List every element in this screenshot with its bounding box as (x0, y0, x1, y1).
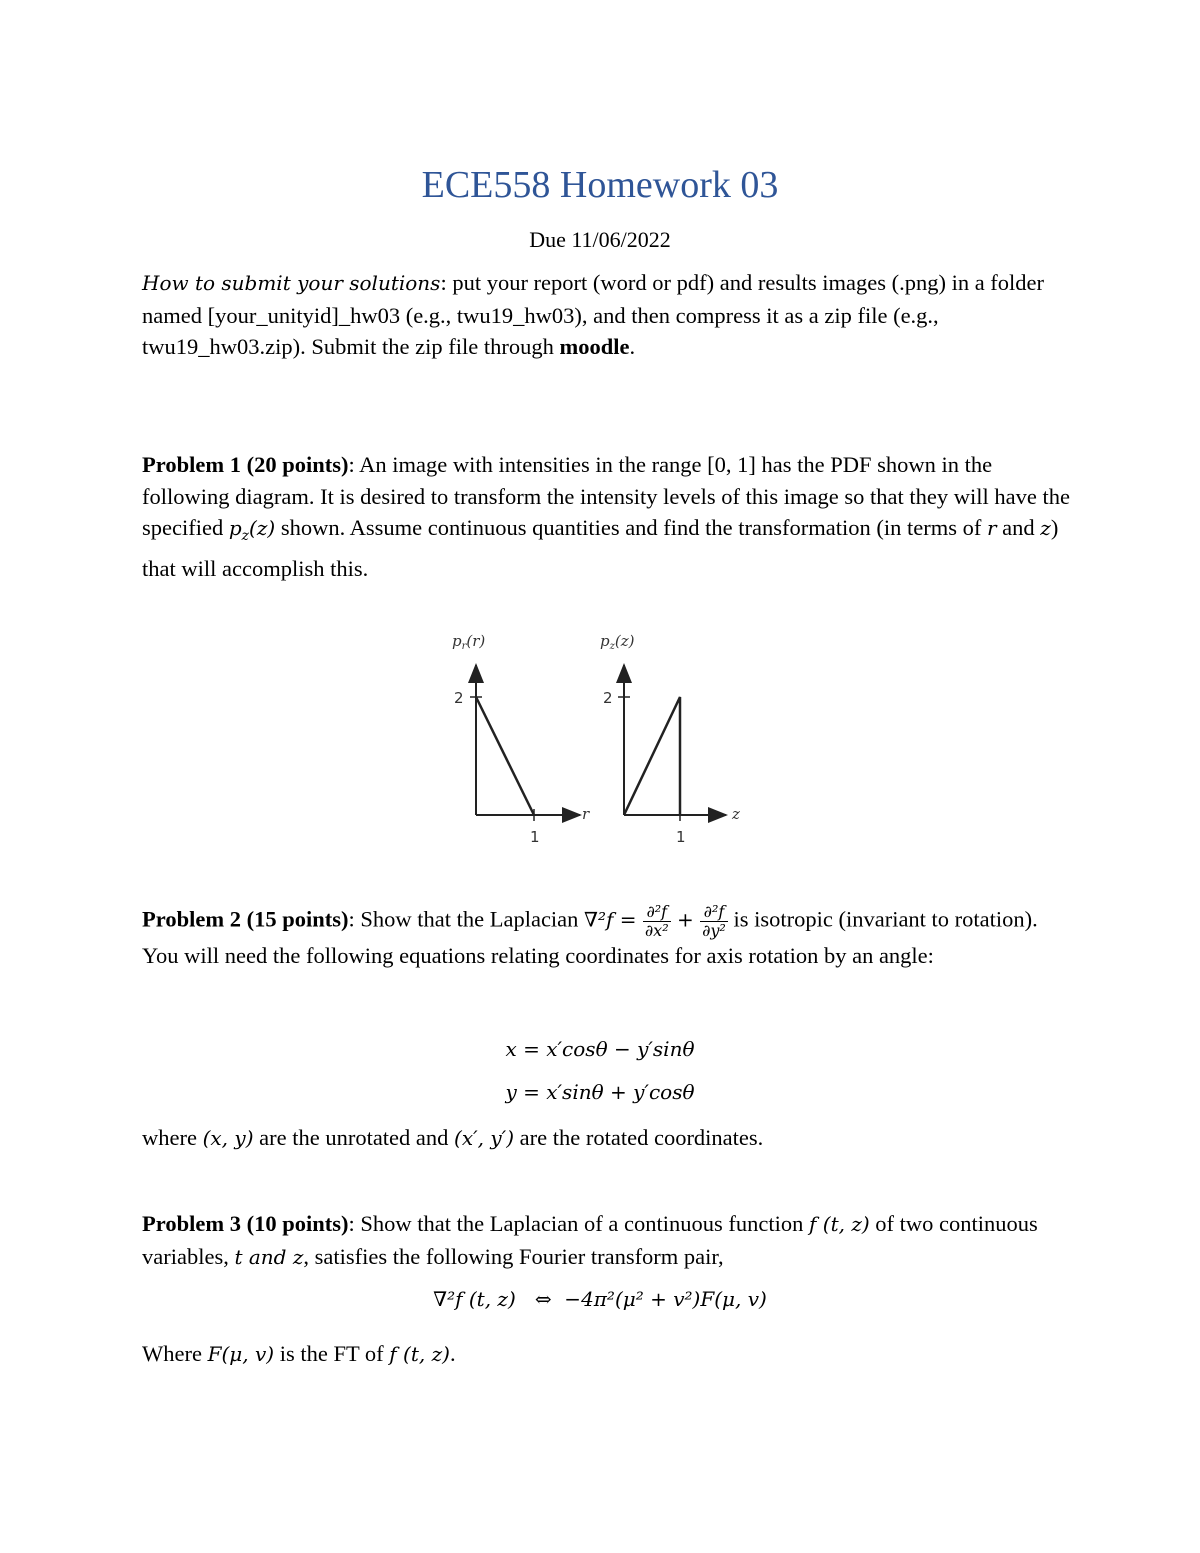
problem-1-points: (20 points) (246, 452, 349, 477)
problem-3-where (142, 1338, 1072, 1371)
laplacian-expr: ∇²f = (584, 907, 643, 932)
pz-p: p (228, 516, 242, 540)
pr-xtick-label: 1 (530, 828, 540, 846)
instructions-text: : put your report (word or pdf) and results images (.png) in a folder named [your_unityid]_hw03 (e.g., twu19_hw03), and then compress it as a zip file (e.g., twu19_hw03.zip). Submit the zip file through (142, 270, 1045, 359)
problem-2-label: Problem 2 (142, 906, 241, 932)
pr-ytick-label: 2 (454, 689, 464, 707)
problem-2-points: (15 points) (246, 906, 349, 932)
pr-ylabel: $p_r(r)$ (452, 632, 486, 652)
where-b: are the unrotated and (253, 1125, 455, 1150)
page-title: ECE558 Homework 03 (421, 164, 779, 206)
fmu-v: F(μ, v) (207, 1342, 275, 1366)
where-a: where (142, 1125, 203, 1150)
pz-ylabel: $p_z(z)$ (600, 632, 635, 652)
problem-3-text-b: of two continuous variables, (142, 1211, 1038, 1269)
fourier-eq: ∇²f (t, z) ⇔ −4π²(μ² + v²)F(μ, v) (433, 1287, 767, 1311)
period: . (629, 334, 636, 359)
submission-instructions (142, 267, 1072, 363)
problem-2-text-b: is isotropic (invariant to rotation). You will need the following equations relating coordinates for axis rotation by an angle: (142, 906, 1038, 968)
t-and-z: t and z (234, 1244, 304, 1269)
problem-1-label: Problem 1 (142, 452, 241, 477)
where-b: is the FT of (274, 1341, 390, 1366)
problem-3-text-c: , satisfies the following Fourier transform pair, (303, 1243, 724, 1269)
pz-xtick-label: 1 (676, 828, 686, 846)
eq1: x = x′cosθ − y′sinθ (505, 1037, 695, 1061)
problem-1-text-c: and (996, 515, 1041, 540)
colon: : (348, 452, 355, 477)
pr-curve (476, 697, 534, 815)
problem-2-where (142, 1122, 1072, 1155)
problem-2-text-a: Show that the Laplacian (354, 906, 585, 932)
rotation-eq-2 (0, 1079, 1200, 1105)
ftz: f (t, z) (809, 1212, 870, 1236)
problem-1-text-a: An image with intensities in the range [0, 1] has the PDF shown in the following diagram. It is desired to transform the intensity levels of this image so that they will have the specified (142, 452, 1070, 540)
problem-1-text-d: ) that will accomplish this. (142, 515, 1059, 581)
due-date: Due 11/06/2022 (529, 227, 671, 252)
problem-3-label: Problem 3 (142, 1211, 241, 1236)
rotation-eq-1 (0, 1036, 1200, 1062)
colon: : (348, 1211, 355, 1236)
pz-plot (600, 632, 740, 846)
colon: : (348, 906, 355, 932)
where-c: are the rotated coordinates. (514, 1125, 764, 1150)
problem-3-text-a: Show that the Laplacian of a continuous function (354, 1211, 809, 1236)
pz-curve (624, 697, 680, 815)
fourier-pair-eq (0, 1286, 1200, 1312)
eq2: y = x′sinθ + y′cosθ (505, 1080, 695, 1104)
where-c: . (449, 1341, 456, 1366)
pz-arg: (z) (249, 516, 276, 540)
xy: (x, y) (202, 1126, 254, 1150)
where-a: Where (142, 1341, 208, 1366)
pz-xaxis-label: z (732, 805, 740, 823)
problem-2 (142, 903, 1072, 972)
plus: + (670, 907, 701, 932)
pz-symbol (228, 516, 276, 544)
xy-prime: (x′, y′) (454, 1126, 515, 1150)
frac2-num: ∂²f (700, 903, 728, 922)
pr-xaxis-label: r (582, 805, 590, 823)
problem-3 (142, 1208, 1072, 1273)
pdf-figure (430, 625, 770, 850)
d2f-dx2-fraction (643, 903, 671, 940)
d2f-dy2-fraction (700, 903, 728, 940)
pr-plot (452, 632, 590, 846)
ftz2: f (t, z) (389, 1342, 450, 1366)
pz-ytick-label: 2 (603, 689, 613, 707)
frac2-den: ∂y² (702, 921, 726, 940)
problem-1-text-b: shown. Assume continuous quantities and find the transformation (in terms of (275, 515, 987, 540)
r-symbol: r (986, 516, 997, 540)
frac1-num: ∂²f (643, 903, 671, 922)
howto-label: How to submit your solutions (142, 271, 441, 295)
z-symbol: z (1040, 516, 1051, 540)
moodle-text: moodle (559, 334, 630, 359)
pz-subscript: z (241, 528, 250, 544)
frac1-den: ∂x² (644, 921, 669, 940)
problem-1 (142, 449, 1072, 584)
problem-3-points: (10 points) (246, 1211, 349, 1236)
